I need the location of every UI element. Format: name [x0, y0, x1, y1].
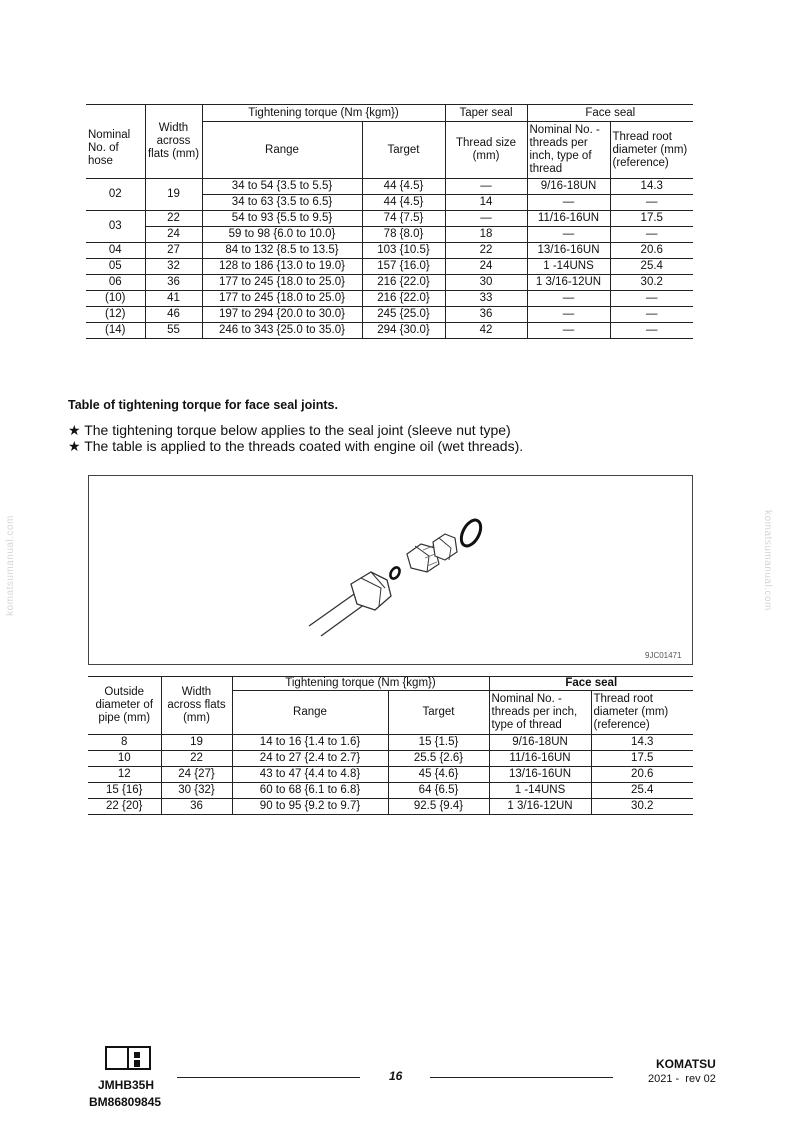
revision: 2021 - rev 02 [648, 1073, 716, 1085]
table-cell: (14) [86, 323, 145, 339]
brand-name: KOMATSU [656, 1057, 716, 1071]
table-cell: 14 [445, 195, 527, 211]
book-icon [104, 1045, 152, 1076]
table-cell: (12) [86, 307, 145, 323]
table-cell: 44 {4.5} [362, 195, 445, 211]
page-number: 16 [389, 1069, 403, 1083]
figure-code: 9JC01471 [645, 651, 682, 660]
table-cell: 54 to 93 {5.5 to 9.5} [202, 211, 362, 227]
table-cell: 46 [145, 307, 202, 323]
table-cell: 14 to 16 {1.4 to 1.6} [232, 735, 388, 751]
note-item: ★ The table is applied to the threads coated with engine oil (wet threads). [68, 438, 524, 454]
table-cell: 14.3 [591, 735, 693, 751]
header-outside-diameter: Outside diameter of pipe (mm) [88, 677, 161, 735]
table-cell: 177 to 245 {18.0 to 25.0} [202, 291, 362, 307]
table-cell: 55 [145, 323, 202, 339]
table-cell: 22 [161, 751, 232, 767]
table-cell: 216 {22.0} [362, 275, 445, 291]
footer-divider-left [177, 1077, 360, 1078]
table-cell: 25.5 {2.6} [388, 751, 489, 767]
table-cell: 64 {6.5} [388, 783, 489, 799]
section-title: Table of tightening torque for face seal joints. [68, 398, 338, 412]
header-range: Range [202, 122, 362, 179]
table-cell: 42 [445, 323, 527, 339]
watermark-right: komatsumanual.com [761, 510, 773, 611]
header-target: Target [362, 122, 445, 179]
table-cell: — [527, 291, 610, 307]
header-nominal-hose: Nominal No. of hose [86, 105, 145, 179]
table-cell: 12 [88, 767, 161, 783]
table-cell: 02 [86, 179, 145, 211]
table-cell: 34 to 63 {3.5 to 6.5} [202, 195, 362, 211]
table-cell: — [527, 323, 610, 339]
table-cell: 13/16-16UN [527, 243, 610, 259]
header-tightening-torque: Tightening torque (Nm {kgm}) [232, 677, 489, 691]
table-cell: — [610, 307, 693, 323]
table-cell: 157 {16.0} [362, 259, 445, 275]
header-nominal-threads: Nominal No. - threads per inch, type of thread [489, 691, 591, 735]
table-cell: 34 to 54 {3.5 to 5.5} [202, 179, 362, 195]
table-cell: 27 [145, 243, 202, 259]
table-cell: 25.4 [591, 783, 693, 799]
table-cell: 245 {25.0} [362, 307, 445, 323]
table-cell: 92.5 {9.4} [388, 799, 489, 815]
table-cell: 24 [445, 259, 527, 275]
table-cell: — [445, 179, 527, 195]
table-cell: 30 {32} [161, 783, 232, 799]
table-cell: 294 {30.0} [362, 323, 445, 339]
table-cell: 246 to 343 {25.0 to 35.0} [202, 323, 362, 339]
table-cell: 15 {1.5} [388, 735, 489, 751]
header-face-seal: Face seal [489, 677, 693, 691]
header-thread-root: Thread root diameter (mm) (reference) [610, 122, 693, 179]
table-cell: — [527, 307, 610, 323]
table-cell: 1 -14UNS [489, 783, 591, 799]
table-cell: 45 {4.6} [388, 767, 489, 783]
table-cell: — [610, 291, 693, 307]
hose-torque-table [86, 104, 693, 339]
table-cell: 128 to 186 {13.0 to 19.0} [202, 259, 362, 275]
watermark-left: komatsumanual.com [4, 515, 16, 616]
table-cell: 36 [161, 799, 232, 815]
table-cell: 11/16-16UN [489, 751, 591, 767]
table-cell: — [445, 211, 527, 227]
table-cell: 24 {27} [161, 767, 232, 783]
table-cell: 1 3/16-12UN [527, 275, 610, 291]
table-cell: 1 3/16-12UN [489, 799, 591, 815]
table-cell: — [527, 227, 610, 243]
table-cell: 36 [145, 275, 202, 291]
table-cell: — [610, 323, 693, 339]
table-cell: 8 [88, 735, 161, 751]
table-cell: 25.4 [610, 259, 693, 275]
table-cell: 10 [88, 751, 161, 767]
table-cell: 17.5 [610, 211, 693, 227]
header-tightening-torque: Tightening torque (Nm {kgm}) [202, 105, 445, 122]
table-cell: 24 to 27 {2.4 to 2.7} [232, 751, 388, 767]
table-cell: 44 {4.5} [362, 179, 445, 195]
header-range: Range [232, 691, 388, 735]
star-icon: ★ [68, 438, 81, 454]
note-item: ★ The tightening torque below applies to the seal joint (sleeve nut type) [68, 422, 511, 438]
table-cell: 20.6 [610, 243, 693, 259]
table-cell: 03 [86, 211, 145, 243]
table-cell: 19 [145, 179, 202, 211]
table-cell: 04 [86, 243, 145, 259]
table-cell: (10) [86, 291, 145, 307]
table-cell: 9/16-18UN [489, 735, 591, 751]
table-cell: 103 {10.5} [362, 243, 445, 259]
table-cell: 60 to 68 {6.1 to 6.8} [232, 783, 388, 799]
star-icon: ★ [68, 422, 81, 438]
header-thread-root: Thread root diameter (mm) (reference) [591, 691, 693, 735]
table-cell: 30.2 [591, 799, 693, 815]
table-cell: 41 [145, 291, 202, 307]
table-cell: 15 {16} [88, 783, 161, 799]
table-cell: 13/16-16UN [489, 767, 591, 783]
table-cell: 32 [145, 259, 202, 275]
table-cell: 78 {8.0} [362, 227, 445, 243]
table-cell: 06 [86, 275, 145, 291]
table-cell: 22 [145, 211, 202, 227]
header-taper-seal: Taper seal [445, 105, 527, 122]
table-cell: 30.2 [610, 275, 693, 291]
table-cell: 9/16-18UN [527, 179, 610, 195]
table-cell: 74 {7.5} [362, 211, 445, 227]
table-cell: 24 [145, 227, 202, 243]
table-cell: 20.6 [591, 767, 693, 783]
table-cell: 11/16-16UN [527, 211, 610, 227]
table-cell: 22 [445, 243, 527, 259]
header-width-across-flats: Width across flats (mm) [145, 105, 202, 179]
table-cell: 36 [445, 307, 527, 323]
table-cell: 216 {22.0} [362, 291, 445, 307]
table-cell: 59 to 98 {6.0 to 10.0} [202, 227, 362, 243]
footer-divider-right [430, 1077, 613, 1078]
table-cell: 197 to 294 {20.0 to 30.0} [202, 307, 362, 323]
table-cell: 84 to 132 {8.5 to 13.5} [202, 243, 362, 259]
header-thread-size: Thread size (mm) [445, 122, 527, 179]
table-cell: 22 {20} [88, 799, 161, 815]
table-cell: — [610, 227, 693, 243]
table-cell: 177 to 245 {18.0 to 25.0} [202, 275, 362, 291]
model-code: JMHB35H [98, 1078, 155, 1092]
table-cell: 14.3 [610, 179, 693, 195]
table-cell: — [527, 195, 610, 211]
table-cell: 18 [445, 227, 527, 243]
table-cell: 43 to 47 {4.4 to 4.8} [232, 767, 388, 783]
header-face-seal: Face seal [527, 105, 693, 122]
header-nominal-threads: Nominal No. - threads per inch, type of thread [527, 122, 610, 179]
header-width-across-flats: Width across flats (mm) [161, 677, 232, 735]
document-code: BM86809845 [89, 1095, 162, 1109]
table-cell: 1 -14UNS [527, 259, 610, 275]
table-cell: 90 to 95 {9.2 to 9.7} [232, 799, 388, 815]
face-seal-torque-table [88, 676, 693, 815]
sleeve-nut-joint-illustration [89, 476, 692, 664]
table-cell: 05 [86, 259, 145, 275]
table-cell: 17.5 [591, 751, 693, 767]
table-cell: 19 [161, 735, 232, 751]
header-target: Target [388, 691, 489, 735]
face-seal-joint-figure [88, 475, 693, 665]
table-cell: — [610, 195, 693, 211]
table-cell: 33 [445, 291, 527, 307]
table-cell: 30 [445, 275, 527, 291]
